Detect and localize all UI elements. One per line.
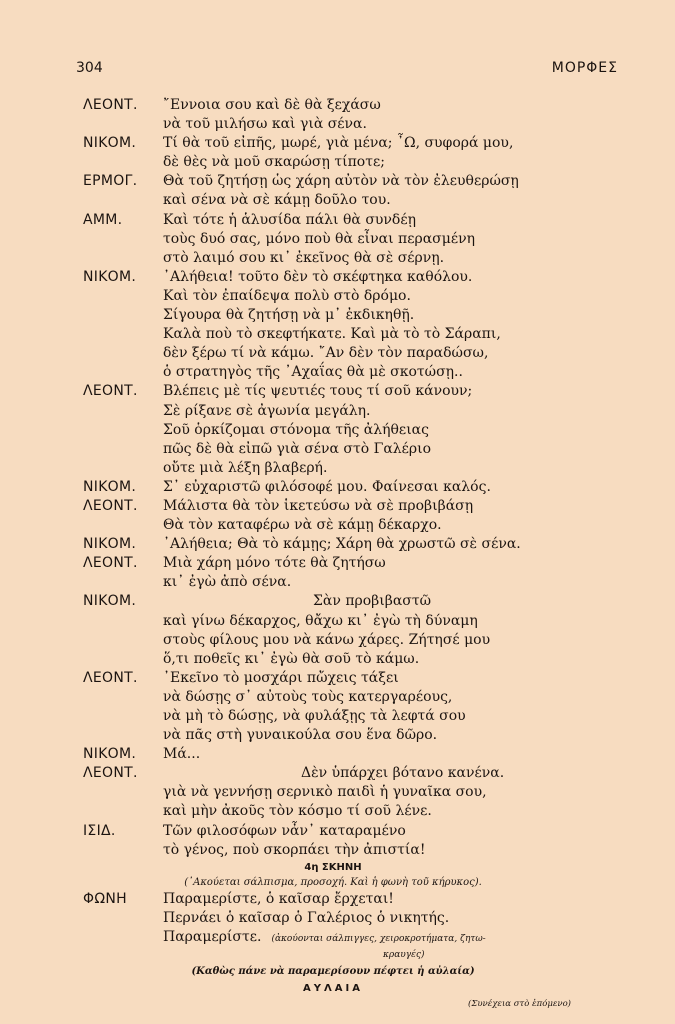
line-text: Σὲ ρίξανε σὲ ἀγωνία μεγάλη.: [163, 402, 371, 419]
dialogue-line: [83, 96, 583, 115]
dialogue-line: [83, 287, 583, 306]
speaker-name: ΛΕΟΝΤ.: [83, 555, 138, 572]
speaker-name: ΝΙΚΟΜ.: [83, 593, 137, 610]
dialogue-line: [83, 890, 583, 909]
line-text: καὶ γίνω δέκαρχος, θἄχω κι᾽ ἐγὼ τὴ δύναμη: [163, 612, 478, 629]
speaker-name: ΛΕΟΝΤ.: [83, 383, 138, 400]
line-text: Θὰ τὸν καταφέρω νὰ σὲ κάμῃ δέκαρχο.: [163, 517, 442, 534]
scene-heading: 4η ΣΚΗΝΗ: [304, 861, 362, 873]
dialogue-line: [83, 688, 583, 707]
herald-lines: [83, 890, 583, 928]
line-text: Σ᾽ εὐχαριστῶ φιλόσοφέ μου. Φαίνεσαι καλός.: [163, 478, 491, 495]
line-text: ῎Εννοια σου καὶ δὲ θὰ ξεχάσω: [163, 97, 381, 113]
dialogue-line: [83, 669, 583, 688]
line-text: καὶ μὴν ἀκοῦς τὸν κόσμο τί σοῦ λένε.: [163, 803, 432, 820]
line-text: Καὶ τότε ἡ ἁλυσίδα πάλι θὰ συνδέῃ: [163, 211, 416, 228]
dialogue-line: [83, 783, 583, 802]
line-text: Περνάει ὁ καῖσαρ ὁ Γαλέριος ὁ νικητής.: [163, 909, 450, 926]
dialogue-line: [83, 268, 583, 287]
line-text: Σοῦ ὁρκίζομαι στόνομα τῆς ἀλήθειας: [163, 421, 429, 438]
line-text: Μιὰ χάρη μόνο τότε θὰ ζητήσω: [163, 555, 386, 572]
line-text: νὰ δώσῃς σ᾽ αὐτοὺς τοὺς κατεργαρέους,: [163, 688, 453, 705]
dialogue-line: [83, 802, 583, 821]
speaker-name: ΑΜΜ.: [83, 211, 123, 228]
line-text: νὰ μὴ τὸ δώσῃς, νὰ φυλάξῃς τὰ λεφτά σου: [163, 708, 466, 724]
dialogue-line: [83, 230, 583, 249]
dialogue-line: [83, 115, 583, 134]
play-text: [83, 96, 583, 1011]
stage-direction-continuation: κραυγές): [383, 950, 425, 961]
speaker-name: ΝΙΚΟΜ.: [83, 268, 137, 285]
speaker-name: ΝΙΚΟΜ.: [83, 135, 137, 152]
line-text: Καλὰ ποὺ τὸ σκεφτήκατε. Καὶ μὰ τὸ τὸ Σάραπι,: [163, 326, 501, 343]
line-text: δὲ θὲς νὰ μοῦ σκαρώσῃ τίποτε;: [163, 154, 385, 171]
line-text: νὰ τοῦ μιλήσω καὶ γιὰ σένα.: [163, 116, 367, 133]
dialogue-line: [83, 554, 583, 573]
dialogue-line: [83, 459, 583, 478]
dialogue-line: [83, 535, 583, 554]
line-text: Σὰν προβιβαστῶ: [313, 593, 432, 610]
line-text: οὔτε μιὰ λέξη βλαβερή.: [163, 459, 328, 476]
line-text: ᾽Αλήθεια! τοῦτο δὲν τὸ σκέφτηκα καθόλου.: [163, 268, 473, 285]
line-text: καὶ σένα νὰ σὲ κάμῃ δοῦλο του.: [163, 192, 391, 209]
line-text: Μάλιστα θὰ τὸν ἱκετεύσω νὰ σὲ προβιβάσῃ: [163, 497, 474, 514]
dialogue-line: [83, 612, 583, 631]
speaker-name: ΦΩΝΗ: [83, 890, 127, 907]
line-text: ὅ,τι ποθεῖς κι᾽ ἐγὼ θὰ σοῦ τὸ κάμω.: [163, 650, 420, 667]
dialogue-line: [83, 928, 583, 947]
line-text: Τῶν φιλοσόφων νἆν᾽ καταραμένο: [163, 822, 406, 839]
line-text: πῶς δὲ θὰ εἰπῶ γιὰ σένα στὸ Γαλέριο: [163, 440, 432, 457]
dialogue-line: [83, 631, 583, 650]
line-text: νὰ πᾶς στὴ γυναικούλα σου ἕνα δῶρο.: [163, 727, 438, 744]
speaker-name: ΝΙΚΟΜ.: [83, 746, 137, 763]
line-text: δὲν ξέρω τί νὰ κάμω. ῎Αν δὲν τὸν παραδώσω,: [163, 345, 489, 362]
dialogue-line: [83, 478, 583, 497]
dialogue-line: [83, 707, 583, 726]
line-text: Παραμερίστε, ὁ καῖσαρ ἔρχεται!: [163, 890, 394, 907]
dialogue-line: [83, 516, 583, 535]
line-text: ᾽Εκεῖνο τὸ μοσχάρι πὤχεις τάξει: [163, 669, 399, 686]
dialogue-line: [83, 745, 583, 764]
dialogue-line: [83, 153, 583, 172]
line-text: τοὺς δυό σας, μόνο ποὺ θὰ εἶναι περασμένη: [163, 230, 475, 247]
speaker-name: ΙΣΙΔ.: [83, 822, 116, 839]
stage-direction-curtain: (Καθὼς πάνε νὰ παραμερίσουν πέφτει ἡ αὐλαία): [191, 966, 475, 978]
line-text: στὸ λαιμό σου κι᾽ ἐκεῖνος θὰ σὲ σέρνῃ.: [163, 249, 445, 266]
line-text: στοὺς φίλους μου νὰ κάνω χάρες. Ζήτησέ μου: [163, 631, 491, 648]
continued-note: (Συνέχεια στὸ ἑπόμενο): [468, 999, 571, 1010]
running-title: ΜΟΡΦΕΣ: [551, 60, 618, 76]
dialogue-line: [83, 497, 583, 516]
dialogue-lines: [83, 96, 583, 860]
line-text: Δὲν ὑπάρχει βότανο κανένα.: [301, 765, 505, 782]
dialogue-line: [83, 402, 583, 421]
page-header: [76, 60, 618, 80]
dialogue-line: [83, 344, 583, 363]
dialogue-line: [83, 909, 583, 928]
dialogue-line: [83, 650, 583, 669]
stage-direction: (᾽Ακούεται σάλπισμα, προσοχή. Καὶ ἡ φωνὴ τοῦ κήρυκος).: [184, 876, 482, 888]
speaker-name: ΛΕΟΝΤ.: [83, 97, 138, 113]
line-text: Καὶ τὸν ἐπαίδεψα πολὺ στὸ δρόμο.: [163, 287, 411, 304]
speaker-name: ΛΕΟΝΤ.: [83, 497, 138, 514]
speaker-name: ΝΙΚΟΜ.: [83, 478, 137, 495]
page-number: 304: [76, 60, 103, 76]
line-text: Τί θὰ τοῦ εἰπῆς, μωρέ, γιὰ μένα; ῏Ω, συφορά μου,: [163, 135, 514, 152]
curtain-label: ΑΥΛΑΙΑ: [303, 983, 363, 995]
line-text: κι᾽ ἐγὼ ἀπὸ σένα.: [163, 574, 292, 591]
line-text: Σίγουρα θὰ ζητήσῃ νὰ μ᾽ ἐκδικηθῇ.: [163, 307, 415, 324]
dialogue-line: [83, 421, 583, 440]
speaker-name: ΛΕΟΝΤ.: [83, 765, 138, 782]
dialogue-line: [83, 172, 583, 191]
line-text: Παραμερίστε. (ἀκούονται σάλπιγγες, χειροκροτήματα, ζητω-: [163, 928, 486, 945]
dialogue-line: [83, 764, 583, 783]
dialogue-line: [83, 440, 583, 459]
speaker-name: ΝΙΚΟΜ.: [83, 536, 137, 553]
dialogue-line: [83, 822, 583, 841]
dialogue-line: [83, 592, 583, 611]
dialogue-line: [83, 306, 583, 325]
dialogue-line: [83, 211, 583, 230]
line-text: Μά...: [163, 746, 201, 763]
line-text: γιὰ νὰ γεννήσῃ σερνικὸ παιδὶ ἡ γυναῖκα σου,: [163, 784, 487, 801]
dialogue-line: [83, 382, 583, 401]
line-text: Θὰ τοῦ ζητήσῃ ὡς χάρη αὐτὸν νὰ τὸν ἐλευθερώσῃ: [163, 173, 519, 190]
line-text: ὁ στρατηγὸς τῆς ᾽Αχαΐας θὰ μὲ σκοτώσῃ..: [163, 364, 463, 381]
line-text: ᾽Αλήθεια; Θὰ τὸ κάμῃς; Χάρη θὰ χρωστῶ σὲ σένα.: [163, 536, 521, 553]
dialogue-line: [83, 134, 583, 153]
line-text: Βλέπεις μὲ τίς ψευτιές τους τί σοῦ κάνουν;: [163, 383, 473, 400]
dialogue-line: [83, 841, 583, 860]
dialogue-line: [83, 573, 583, 592]
dialogue-line: [83, 191, 583, 210]
dialogue-line: [83, 249, 583, 268]
speaker-name: ΛΕΟΝΤ.: [83, 669, 138, 686]
dialogue-line: [83, 726, 583, 745]
line-text: τὸ γένος, ποὺ σκορπάει τὴν ἀπιστία!: [163, 841, 426, 858]
dialogue-line: [83, 325, 583, 344]
inline-stage-direction: (ἀκούονται σάλπιγγες, χειροκροτήματα, ζητω-: [271, 933, 486, 944]
speaker-name: ΕΡΜΟΓ.: [83, 173, 138, 190]
dialogue-line: [83, 363, 583, 382]
